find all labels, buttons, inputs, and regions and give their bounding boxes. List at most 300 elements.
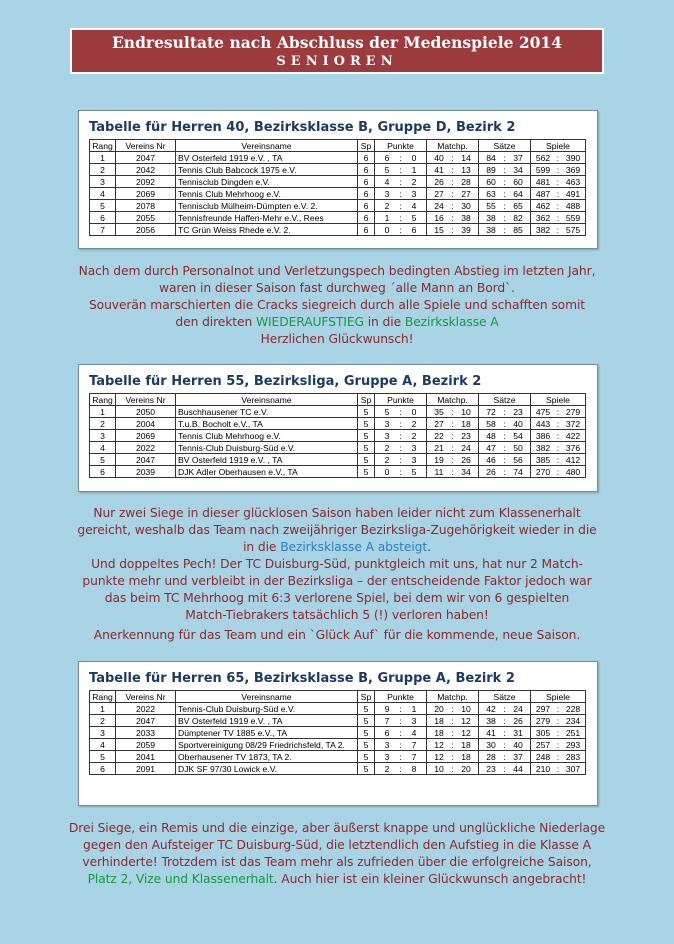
cell-saetze (479, 763, 531, 775)
value-right: 65 (513, 200, 523, 211)
separator: : (556, 224, 560, 235)
separator: : (399, 763, 402, 774)
value-left: 38 (486, 715, 496, 726)
value-right: 18 (461, 418, 471, 429)
cell-vereinsname: BV Osterfeld 1919 e.V. , TA (176, 454, 358, 466)
value-right: 7 (411, 751, 417, 762)
text-fragment: in die (363, 315, 405, 329)
value-right: 40 (513, 739, 523, 750)
value-right: 491 (565, 188, 581, 199)
table-row (90, 176, 586, 188)
value-right: 12 (461, 727, 471, 738)
column-header-punkte: Punkte (375, 691, 427, 703)
value-right: 26 (513, 715, 523, 726)
value-right: 27 (461, 188, 471, 199)
value-right: 54 (513, 430, 523, 441)
value-right: 369 (565, 164, 581, 175)
table-row (90, 715, 586, 727)
cell-spiele (531, 164, 586, 176)
cell-spiele (531, 466, 586, 478)
separator: : (399, 200, 402, 211)
table-row (90, 224, 586, 236)
text-line (20, 314, 654, 331)
value-left: 3 (384, 188, 390, 199)
value-left: 2 (384, 454, 390, 465)
separator: : (451, 176, 454, 187)
value-right: 30 (461, 200, 471, 211)
cell-saetze (479, 152, 531, 164)
table-row (90, 152, 586, 164)
value-right: 412 (565, 454, 581, 465)
cell-spiele (531, 715, 586, 727)
cell-vereins-nr: 2039 (116, 466, 176, 478)
text-line (20, 871, 654, 888)
value-left: 12 (434, 739, 444, 750)
value-left: 18 (434, 727, 444, 738)
cell-sp: 6 (358, 188, 375, 200)
text-fragment: den direkten (175, 315, 256, 329)
column-header-vnr: Vereins Nr (116, 140, 176, 152)
value-right: 85 (513, 224, 523, 235)
value-left: 16 (434, 212, 444, 223)
cell-vereins-nr: 2078 (116, 200, 176, 212)
value-left: 2 (384, 763, 390, 774)
column-header-sp: Sp (358, 691, 375, 703)
cell-rang: 2 (90, 164, 116, 176)
value-left: 48 (486, 430, 496, 441)
value-left: 63 (486, 188, 496, 199)
value-left: 5 (384, 164, 390, 175)
separator: : (399, 442, 402, 453)
text-line: punkte mehr und verbleibt in der Bezirksliga – der entscheidende Faktor jedoch war (82, 574, 592, 588)
column-header-sp: Sp (358, 140, 375, 152)
cell-sp: 5 (358, 703, 375, 715)
table-row (90, 751, 586, 763)
cell-vereinsname: Tennis Club Mehrhoog e.V. (176, 188, 358, 200)
value-left: 11 (434, 466, 444, 477)
cell-saetze (479, 406, 531, 418)
value-right: 74 (513, 466, 523, 477)
value-right: 279 (565, 406, 581, 417)
cell-vereinsname: BV Osterfeld 1919 e.V. , TA (176, 152, 358, 164)
separator: : (503, 715, 506, 726)
cell-saetze (479, 715, 531, 727)
value-right: 234 (565, 715, 581, 726)
separator: : (451, 212, 454, 223)
value-right: 251 (565, 727, 581, 738)
value-left: 279 (535, 715, 551, 726)
value-left: 6 (384, 727, 390, 738)
separator: : (451, 418, 454, 429)
highlight-platz-2: Platz 2, Vize und Klassenerhalt (87, 872, 274, 886)
results-table (89, 690, 586, 775)
cell-spiele (531, 418, 586, 430)
text-line: Und doppeltes Pech! Der TC Duisburg-Süd, punktgleich mit uns, hat nur 2 Match- (91, 557, 583, 571)
value-left: 10 (434, 763, 444, 774)
table-title: Tabelle für Herren 40, Bezirksklasse B, Gruppe D, Bezirk 2 (89, 120, 516, 135)
value-left: 40 (434, 152, 444, 163)
cell-sp: 5 (358, 442, 375, 454)
value-right: 26 (461, 454, 471, 465)
cell-saetze (479, 751, 531, 763)
value-right: 34 (461, 466, 471, 477)
cell-vereins-nr: 2047 (116, 715, 176, 727)
separator: : (451, 739, 454, 750)
text-line: Nach dem durch Personalnot und Verletzungspech bedingten Abstieg im letzten Jahr, (78, 264, 596, 278)
cell-punkte (375, 224, 427, 236)
value-right: 422 (565, 430, 581, 441)
table-row (90, 418, 586, 430)
cell-rang: 6 (90, 763, 116, 775)
separator: : (556, 152, 560, 163)
value-left: 84 (486, 152, 496, 163)
separator: : (451, 751, 454, 762)
value-right: 488 (565, 200, 581, 211)
cell-spiele (531, 176, 586, 188)
text-line (20, 539, 654, 556)
cell-rang: 5 (90, 751, 116, 763)
value-left: 46 (486, 454, 496, 465)
column-header-rang: Rang (90, 691, 116, 703)
value-left: 19 (434, 454, 444, 465)
separator: : (556, 212, 560, 223)
value-left: 5 (384, 406, 390, 417)
cell-vereinsname: Tennis Club Babcock 1975 e.V. (176, 164, 358, 176)
cell-vereins-nr: 2069 (116, 430, 176, 442)
table-panel-herren-65 (78, 661, 598, 806)
table-row (90, 188, 586, 200)
cell-matchp (427, 442, 479, 454)
cell-vereins-nr: 2042 (116, 164, 176, 176)
cell-rang: 3 (90, 176, 116, 188)
value-left: 58 (486, 418, 496, 429)
table-panel-herren-40 (78, 110, 598, 249)
cell-saetze (479, 739, 531, 751)
cell-spiele (531, 751, 586, 763)
value-left: 2 (384, 200, 390, 211)
cell-matchp (427, 188, 479, 200)
column-header-punkte: Punkte (375, 140, 427, 152)
cell-saetze (479, 164, 531, 176)
cell-sp: 6 (358, 176, 375, 188)
value-right: 1 (411, 164, 417, 175)
separator: : (451, 200, 454, 211)
separator: : (451, 442, 454, 453)
column-header-vnr: Vereins Nr (116, 394, 176, 406)
column-header-vnr: Vereins Nr (116, 691, 176, 703)
cell-spiele (531, 763, 586, 775)
value-left: 562 (535, 152, 551, 163)
separator: : (451, 466, 454, 477)
separator: : (556, 442, 560, 453)
separator: : (451, 454, 454, 465)
value-right: 14 (461, 152, 471, 163)
value-left: 475 (535, 406, 551, 417)
value-right: 10 (461, 703, 471, 714)
value-left: 20 (434, 703, 444, 714)
column-header-saetze: Sätze (479, 394, 531, 406)
cell-matchp (427, 200, 479, 212)
cell-saetze (479, 454, 531, 466)
cell-vereinsname: Sportvereinigung 08/29 Friedrichsfeld, TA 2. (176, 739, 358, 751)
value-right: 480 (565, 466, 581, 477)
cell-punkte (375, 200, 427, 212)
cell-spiele (531, 703, 586, 715)
cell-vereins-nr: 2069 (116, 188, 176, 200)
cell-vereinsname: Tennisclub Mülheim-Dümpten e.V. 2. (176, 200, 358, 212)
cell-spiele (531, 152, 586, 164)
text-line: Souverän marschierten die Cracks siegreich durch alle Spiele und schafften somit (88, 298, 586, 312)
value-left: 26 (434, 176, 444, 187)
column-header-rang: Rang (90, 140, 116, 152)
value-right: 2 (411, 430, 417, 441)
value-right: 34 (513, 164, 523, 175)
cell-matchp (427, 703, 479, 715)
value-right: 2 (411, 418, 417, 429)
table-row (90, 763, 586, 775)
cell-spiele (531, 430, 586, 442)
separator: : (503, 703, 506, 714)
separator: : (556, 703, 560, 714)
value-left: 72 (486, 406, 496, 417)
value-right: 6 (411, 224, 417, 235)
cell-spiele (531, 727, 586, 739)
column-header-matchp: Matchp. (427, 394, 479, 406)
value-right: 4 (411, 200, 417, 211)
value-left: 15 (434, 224, 444, 235)
separator: : (556, 739, 560, 750)
cell-spiele (531, 200, 586, 212)
value-left: 3 (384, 751, 390, 762)
separator: : (503, 200, 506, 211)
value-left: 23 (486, 763, 496, 774)
value-left: 12 (434, 751, 444, 762)
value-right: 39 (461, 224, 471, 235)
cell-vereinsname: Buschhausener TC e.V. (176, 406, 358, 418)
value-left: 24 (434, 200, 444, 211)
cell-spiele (531, 212, 586, 224)
value-left: 3 (384, 739, 390, 750)
column-header-name: Vereinsname (176, 394, 358, 406)
value-left: 0 (384, 224, 390, 235)
table-row (90, 212, 586, 224)
highlight-wiederaufstieg: WIEDERAUFSTIEG (255, 315, 364, 329)
cell-spiele (531, 406, 586, 418)
separator: : (503, 454, 506, 465)
separator: : (399, 715, 402, 726)
table-row (90, 739, 586, 751)
separator: : (556, 418, 560, 429)
separator: : (399, 152, 402, 163)
separator: : (399, 466, 402, 477)
separator: : (503, 152, 506, 163)
separator: : (399, 430, 402, 441)
value-left: 599 (535, 164, 551, 175)
column-header-saetze: Sätze (479, 140, 531, 152)
text-line: Match-Tiebrakers tatsächlich 5 (!) verloren haben! (185, 608, 489, 622)
separator: : (556, 430, 560, 441)
value-left: 42 (486, 703, 496, 714)
separator: : (556, 176, 560, 187)
cell-saetze (479, 442, 531, 454)
value-left: 6 (384, 152, 390, 163)
separator: : (399, 224, 402, 235)
column-header-matchp: Matchp. (427, 140, 479, 152)
cell-punkte (375, 715, 427, 727)
cell-saetze (479, 176, 531, 188)
cell-vereinsname: Tennis Club Mehrhoog e.V. (176, 430, 358, 442)
value-left: 27 (434, 188, 444, 199)
text-line: Drei Siege, ein Remis und die einzige, aber äußerst knappe und unglückliche Niederlage (68, 821, 606, 835)
text-fragment: . Auch hier ist ein kleiner Glückwunsch angebracht! (273, 872, 587, 886)
value-right: 293 (565, 739, 581, 750)
text-fragment: . (427, 540, 431, 554)
cell-sp: 5 (358, 751, 375, 763)
value-right: 38 (461, 212, 471, 223)
column-header-saetze: Sätze (479, 691, 531, 703)
cell-saetze (479, 430, 531, 442)
cell-rang: 4 (90, 442, 116, 454)
results-table (89, 139, 586, 236)
value-left: 443 (535, 418, 551, 429)
separator: : (556, 466, 560, 477)
cell-sp: 5 (358, 763, 375, 775)
table-row (90, 406, 586, 418)
value-right: 228 (565, 703, 581, 714)
separator: : (556, 188, 560, 199)
value-right: 2 (411, 176, 417, 187)
value-left: 9 (384, 703, 390, 714)
value-right: 31 (513, 727, 523, 738)
value-right: 20 (461, 763, 471, 774)
value-right: 376 (565, 442, 581, 453)
separator: : (556, 200, 560, 211)
column-header-punkte: Punkte (375, 394, 427, 406)
value-right: 3 (411, 188, 417, 199)
value-right: 37 (513, 152, 523, 163)
cell-punkte (375, 212, 427, 224)
cell-sp: 6 (358, 164, 375, 176)
cell-rang: 1 (90, 406, 116, 418)
cell-punkte (375, 442, 427, 454)
value-left: 2 (384, 442, 390, 453)
cell-sp: 5 (358, 715, 375, 727)
separator: : (451, 727, 454, 738)
separator: : (399, 164, 402, 175)
separator: : (503, 224, 506, 235)
value-left: 89 (486, 164, 496, 175)
value-left: 297 (535, 703, 551, 714)
separator: : (451, 224, 454, 235)
value-left: 26 (486, 466, 496, 477)
value-right: 307 (565, 763, 581, 774)
separator: : (503, 466, 506, 477)
value-right: 5 (411, 212, 417, 223)
cell-rang: 5 (90, 454, 116, 466)
cell-punkte (375, 430, 427, 442)
value-left: 210 (535, 763, 551, 774)
value-left: 21 (434, 442, 444, 453)
cell-spiele (531, 454, 586, 466)
table-row (90, 466, 586, 478)
column-header-name: Vereinsname (176, 140, 358, 152)
cell-sp: 5 (358, 466, 375, 478)
text-line: verhinderte! Trotzdem ist das Team mehr als zufrieden über die erfolgreiche Saison, (82, 855, 592, 869)
value-left: 0 (384, 466, 390, 477)
separator: : (451, 188, 454, 199)
value-left: 38 (486, 224, 496, 235)
value-right: 10 (461, 406, 471, 417)
cell-punkte (375, 418, 427, 430)
separator: : (399, 727, 402, 738)
value-left: 305 (535, 727, 551, 738)
cell-saetze (479, 727, 531, 739)
value-left: 462 (535, 200, 551, 211)
value-right: 28 (461, 176, 471, 187)
header-title: Endresultate nach Abschluss der Medenspiele 2014 (111, 33, 563, 52)
cell-matchp (427, 739, 479, 751)
value-right: 23 (461, 430, 471, 441)
separator: : (556, 715, 560, 726)
value-right: 463 (565, 176, 581, 187)
table-row (90, 442, 586, 454)
text-line: gegen den Aufsteiger TC Duisburg-Süd, die letztendlich den Aufstieg in die Klasse A (83, 838, 591, 852)
cell-vereins-nr: 2004 (116, 418, 176, 430)
column-header-spiele: Spiele (531, 394, 586, 406)
cell-sp: 5 (358, 418, 375, 430)
cell-vereinsname: Tennisfreunde Haffen-Mehr e.V., Rees (176, 212, 358, 224)
cell-matchp (427, 454, 479, 466)
value-left: 386 (535, 430, 551, 441)
value-left: 22 (434, 430, 444, 441)
cell-rang: 3 (90, 430, 116, 442)
value-left: 382 (535, 224, 551, 235)
value-right: 0 (411, 406, 417, 417)
separator: : (451, 406, 454, 417)
value-left: 18 (434, 715, 444, 726)
separator: : (451, 715, 454, 726)
highlight-absteigt: Bezirksklasse A absteigt (280, 540, 428, 554)
separator: : (556, 763, 560, 774)
cell-matchp (427, 715, 479, 727)
column-header-spiele: Spiele (531, 691, 586, 703)
value-left: 47 (486, 442, 496, 453)
cell-vereinsname: Oberhausener TV 1873, TA 2. (176, 751, 358, 763)
value-left: 35 (434, 406, 444, 417)
table-row (90, 727, 586, 739)
table-header-row (90, 394, 586, 406)
cell-rang: 4 (90, 739, 116, 751)
value-left: 257 (535, 739, 551, 750)
text-line: Nur zwei Siege in dieser glücklosen Saison haben leider nicht zum Klassenerhalt (93, 506, 581, 520)
cell-matchp (427, 164, 479, 176)
cell-matchp (427, 418, 479, 430)
separator: : (399, 454, 402, 465)
cell-rang: 3 (90, 727, 116, 739)
cell-vereins-nr: 2091 (116, 763, 176, 775)
cell-saetze (479, 212, 531, 224)
cell-punkte (375, 739, 427, 751)
value-right: 3 (411, 715, 417, 726)
cell-punkte (375, 466, 427, 478)
value-right: 1 (411, 703, 417, 714)
header-subtitle: SENIOREN (276, 54, 398, 69)
cell-saetze (479, 200, 531, 212)
text-line: Herzlichen Glückwunsch! (260, 332, 414, 346)
value-left: 481 (535, 176, 551, 187)
value-right: 283 (565, 751, 581, 762)
table-header-row (90, 691, 586, 703)
